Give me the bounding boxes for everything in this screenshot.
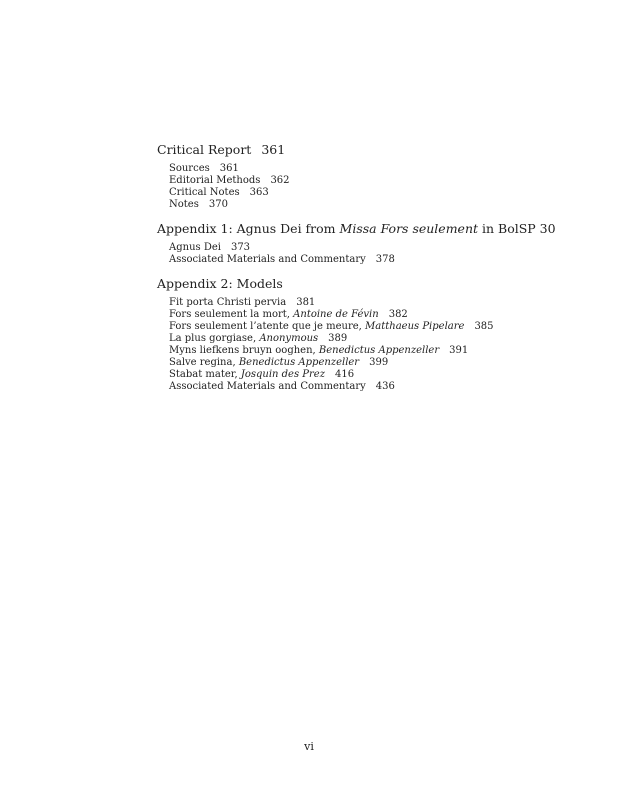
toc-entry [169, 321, 597, 333]
entry-author: Benedictus Appenzeller [318, 345, 440, 356]
section-title [157, 221, 597, 238]
entry-label: La plus gorgiase, [169, 333, 260, 344]
toc-entry [169, 369, 597, 381]
entry-author: Antoine de Févin [293, 309, 379, 320]
entry-page: 363 [249, 187, 269, 198]
toc-entry [169, 333, 597, 345]
entry-page: 416 [334, 369, 355, 380]
toc-entry [169, 242, 597, 254]
entry-page: 361 [219, 163, 239, 174]
entry-label: Fit porta Christi pervia [169, 297, 287, 308]
section-page: 361 [261, 142, 286, 157]
entry-list [157, 297, 597, 393]
section-appendix-2 [157, 276, 597, 393]
entry-label: Editorial Methods [169, 175, 261, 186]
entry-page: 362 [270, 175, 290, 186]
toc-entry [169, 309, 597, 321]
entry-label: Salve regina, [169, 357, 239, 368]
entry-page: 381 [296, 297, 316, 308]
entry-page: 391 [449, 345, 469, 356]
entry-label: Notes [169, 199, 199, 210]
toc-entry [169, 357, 597, 369]
entry-page: 399 [369, 357, 389, 368]
entry-page: 385 [474, 321, 494, 332]
toc-entry [169, 345, 597, 357]
entry-list [157, 242, 597, 266]
entry-page: 382 [388, 309, 408, 320]
section-title-suffix: in BolSP 30 [478, 221, 556, 236]
section-critical-report [157, 142, 597, 211]
entry-page: 370 [208, 199, 228, 210]
section-title-text: Appendix 2: Models [157, 276, 283, 291]
entry-label: Fors seulement la mort, [169, 309, 294, 320]
section-appendix-1 [157, 221, 597, 266]
entry-label: Critical Notes [169, 187, 240, 198]
entry-page: 389 [328, 333, 348, 344]
entry-author: Anonymous [259, 333, 319, 344]
entry-author: Matthaeus Pipelare [365, 321, 465, 332]
toc-entry [169, 175, 597, 187]
toc-entry [169, 163, 597, 175]
entry-label: Associated Materials and Commentary [169, 381, 366, 392]
entry-label: Sources [169, 163, 210, 174]
section-title [157, 276, 597, 293]
section-title-text: Critical Report [157, 142, 252, 157]
entry-label: Associated Materials and Commentary [169, 254, 366, 265]
entry-page: 436 [375, 381, 395, 392]
section-title-prefix: Appendix 1: Agnus Dei from [157, 221, 340, 236]
entry-author: Josquin des Prez [240, 369, 325, 380]
section-title [157, 142, 597, 159]
table-of-contents [157, 142, 597, 403]
page-number: vi [304, 740, 314, 753]
entry-page: 378 [375, 254, 395, 265]
section-title-italic: Missa Fors seulement [339, 221, 479, 236]
entry-label: Myns liefkens bruyn ooghen, [169, 345, 319, 356]
entry-author: Benedictus Appenzeller [238, 357, 360, 368]
toc-entry [169, 199, 597, 211]
toc-entry [169, 254, 597, 266]
toc-entry [169, 187, 597, 199]
entry-label: Agnus Dei [169, 242, 221, 253]
toc-entry [169, 381, 597, 393]
toc-entry [169, 297, 597, 309]
entry-label: Stabat mater, [169, 369, 241, 380]
entry-list [157, 163, 597, 211]
entry-page: 373 [230, 242, 251, 253]
entry-label: Fors seulement l’atente que je meure, [169, 321, 366, 332]
